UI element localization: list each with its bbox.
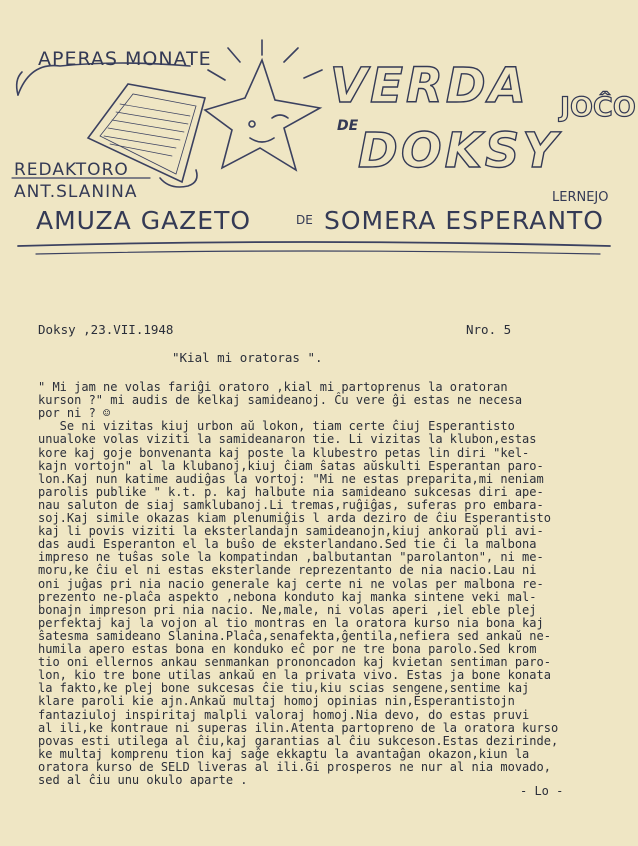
article-line: por ni ? ☺ [38, 406, 111, 421]
article-line: lon, kio tre bone utilas ankaŭ en la privata vivo. Estas ja bone konata [38, 668, 551, 683]
masthead-title-de: DE [337, 118, 359, 134]
article-line: kaj li povis viziti la eksterlandajn samideanojn,kiuj ankoraŭ pli avi- [38, 524, 544, 539]
article-line: unualoke volas viziti la samideanaron tie. Li vizitas la klubon,estas [38, 432, 537, 447]
article-line: parolis publike " k.t. p. kaj halbute nia samideano sukcesas diri ape- [38, 484, 544, 499]
masthead-side-title: JOĈO [560, 92, 636, 123]
subtitle-left: AMUZA GAZETO [36, 206, 252, 235]
article-line: bonajn impreson pri nia nacio. Ne,male, ni volas aperi ,iel eble plej [38, 602, 537, 617]
article-line: moru,ke ĉiu el ni estas eksterlande reprezentanto de nia nacio.Lau ni [38, 563, 537, 578]
subtitle-right: SOMERA ESPERANTO [324, 206, 604, 235]
article-line: impreso ne tuŝas sole la kompatindan ,balbutantan "parolanton", ni me- [38, 550, 544, 565]
issue-date: Doksy ,23.VII.1948 [38, 322, 174, 337]
article-line: " Mi jam ne volas fariĝi oratoro ,kial mi partoprenus la oratoran [38, 380, 508, 394]
masthead-frequency: APERAS MONATE [38, 48, 212, 70]
article-line: kajn vortojn" al la klubanoj,kiuj ĉiam ŝatas aŭskulti Esperantan paro- [38, 458, 544, 473]
article-line: ke multaj komprenu tion kaj saĝe ekkaptu la avantaĝan okazon,kiun la [38, 746, 530, 761]
article-line: perfektaj kaj la vojon al tio montras en la oratora kurso nia bona kaj [38, 615, 544, 630]
subtitle-de: DE [296, 213, 313, 227]
article-line: oni juĝas pri nia nacio generale kaj certe ni ne volas per malbona re- [38, 576, 544, 591]
article-signature: - Lo - [520, 784, 564, 798]
issue-number: Nro. 5 [466, 322, 512, 337]
article-line: kurson ?" mi audis de kelkaj samideanoj. Ĉu vere ĝi estas ne necesa [38, 393, 523, 408]
article-line: sed al ĉiu unu okulo aparte . [38, 773, 248, 787]
editor-name: ANT.SLANINA [14, 182, 138, 202]
article-line: la fakto,ke plej bone sukcesas ĉie tiu,kiu scias sengene,sentime kaj [38, 681, 530, 696]
article-line: ŝatesma samideano Slanina.Plaĉa,senafekta,ĝentila,nefiera sed ankaŭ ne- [38, 628, 551, 643]
editor-label: REDAKTORO [14, 160, 129, 180]
article-line: soj.Kaj simile okazas kiam plenumiĝis l arda deziro de ĉiu Esperantisto [38, 511, 551, 525]
article-line: Se ni vizitas kiuj urbon aŭ lokon, tiam certe ĉiuj Esperantisto [38, 419, 515, 434]
article-line: nau saluton de siaj samklubanoj.Li tremas,ruĝiĝas, suferas pro embara- [38, 497, 544, 512]
article-line: kore kaj goje bonvenanta kaj poste la klubestro petas lin diri "kel- [38, 445, 530, 460]
masthead-title-bottom: DOKSY [358, 123, 561, 179]
masthead-title-top: VERDA [330, 58, 529, 114]
article-line: humila apero estas bona en konduko eĉ por ne tre bona parolo.Sed krom [38, 642, 537, 656]
article-line: klare paroli kie ajn.Ankaŭ multaj homoj opinias nin,Esperantistojn [38, 694, 515, 709]
article-line: povas esti utilega al ĉiu,kaj garantias al ĉiu sukceson.Estas dezirinde, [38, 733, 559, 748]
article-line: prezento ne-plaĉa aspekto ,nebona konduto kaj manka sintene veki mal- [38, 589, 537, 604]
article-line: tio oni ellernos ankau senmankan prononcadon kaj kvietan sentiman paro- [38, 655, 551, 670]
article-line: al ili,ke kontraue ni superas ilin.Atenta partopreno de la oratora kurso [38, 720, 559, 735]
article-line: fantaziuloj inspiritaj malpli valoraj homoj.Nia devo, do estas pruvi [38, 707, 530, 722]
article-line: oratora kurso de SELD liveras al ili.Ĝi prosperos ne nur al nia movado, [38, 759, 551, 774]
masthead-side-word: LERNEJO [552, 190, 609, 205]
article-line: lon.Kaj nun katime audiĝas la vortoj: "Mi ne estas preparita,mi neniam [38, 471, 544, 486]
article-title: "Kial mi oratoras ". [172, 350, 323, 365]
masthead [0, 0, 638, 290]
article-line: das audi Esperanton el la buŝo de eksterlandano.Sed tie ĉi la malbona [38, 537, 537, 552]
